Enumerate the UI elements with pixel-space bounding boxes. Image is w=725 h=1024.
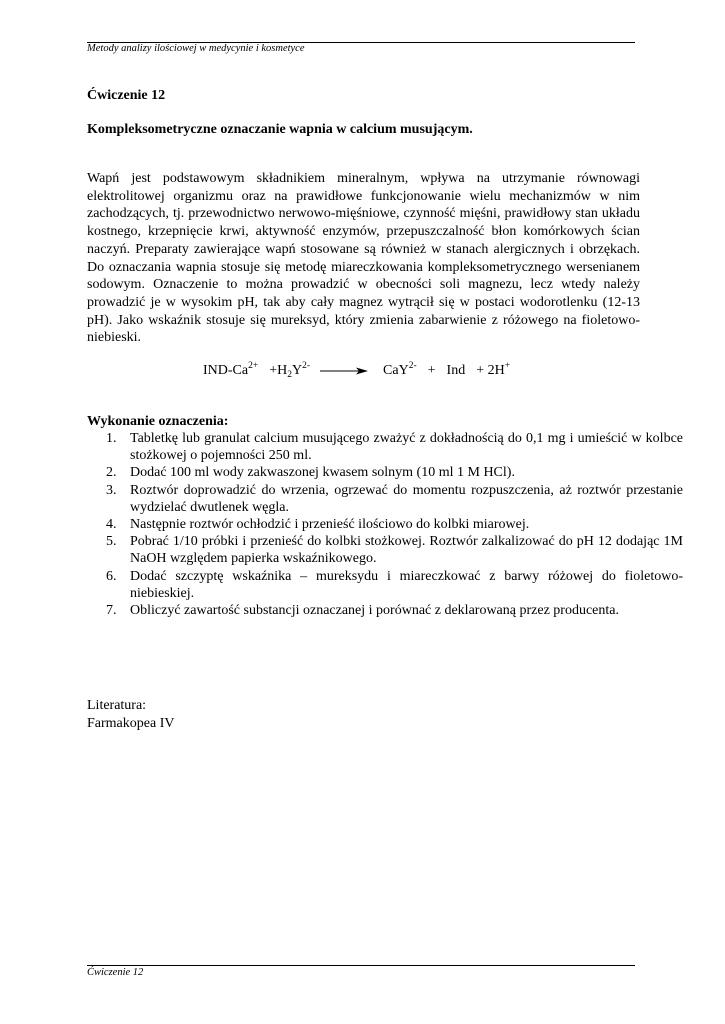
product-hydrogen: + 2H+ xyxy=(476,361,511,378)
list-item: 1. Tabletkę lub granulat calcium musującego zważyć z dokładnością do 0,1 mg i umieścić w kolbce stożkowej o pojemności 250 ml. xyxy=(106,431,683,464)
exercise-subtitle: Kompleksometryczne oznaczanie wapnia w calcium musującym. xyxy=(87,122,473,137)
list-item: 4. Następnie roztwór ochłodzić i przenieść ilościowo do kolbki miarowej. xyxy=(106,517,530,533)
footer-rule xyxy=(87,965,635,966)
list-item: 5. Pobrać 1/10 próbki i przenieść do kolbki stożkowej. Roztwór zalkalizować do pH 12 dodając 1M NaOH względem papierka wskaźnikowego. xyxy=(106,534,683,567)
reactant-ind-ca: IND-$Ca^{2+}$ xyxy=(203,361,259,378)
procedure-title: Wykonanie oznaczenia: xyxy=(87,414,229,429)
running-footer: Ćwiczenie 12 xyxy=(87,967,144,978)
reaction-arrow-icon xyxy=(320,366,368,376)
list-item: 6. Dodać szczyptę wskaźnika – mureksydu i miareczkować z barwy różowej do fioletowo-niebieskiej. xyxy=(106,568,683,601)
intro-paragraph: Wapń jest podstawowym składnikiem mineralnym, wpływa na utrzymanie równowagi elektrolitowej organizmu oraz na prawidłowe funkcjonowanie wielu mechanizmów w nim zachodzących, tj. przewodnictwo nerwowo-mięśniowe, czynność mięśni, prawidłowy stan układu kostnego, krzepnięcie krwi, aktywność enzymów, przepuszczalność błon komórkowych ścian naczyń. Preparaty zawierające wapń stosowane są również w stanach alergicznych i obrzękach. Do oznaczania wapnia stosuje się metodę miareczkowania kompleksometrycznego wersenianem sodowym. Oznaczenie to można prowadzić w obecności soli magnezu, lecz wtedy należy prowadzić je w wysokim pH, tak aby cały magnez wytrącił się w postaci wodorotlenku (12-13 pH). Jako wskaźnik stosuje się mureksyd, który zmienia zabarwienie z różowego na fioletowo-niebieski. xyxy=(87,171,640,346)
exercise-title: Ćwiczenie 12 xyxy=(87,88,166,103)
procedure-steps xyxy=(87,430,683,619)
list-item: 2. Dodać 100 ml wody zakwaszonej kwasem solnym (10 ml 1 M HCl). xyxy=(106,465,515,481)
product-cay: CaY$^{2-}$ xyxy=(383,361,417,378)
literature-item: Farmakopea IV xyxy=(87,716,175,731)
plus-sign: + xyxy=(427,363,436,378)
list-item: 7. Obliczyć zawartość substancji oznaczanej i porównać z deklarowaną przez producenta. xyxy=(106,603,619,619)
literature-label: Literatura: xyxy=(87,698,147,713)
reaction-equation xyxy=(203,361,510,380)
product-ind: Ind xyxy=(446,363,466,378)
running-header: Metody analizy ilościowej w medycynie i kosmetyce xyxy=(87,43,305,54)
list-item: 3. Roztwór doprowadzić do wrzenia, ogrzewać do momentu rozpuszczenia, aż roztwór przestanie wydzielać dwutlenek węgla. xyxy=(106,482,683,515)
reactant-h2y: $+H_2Y^{2-}$ xyxy=(269,361,311,380)
